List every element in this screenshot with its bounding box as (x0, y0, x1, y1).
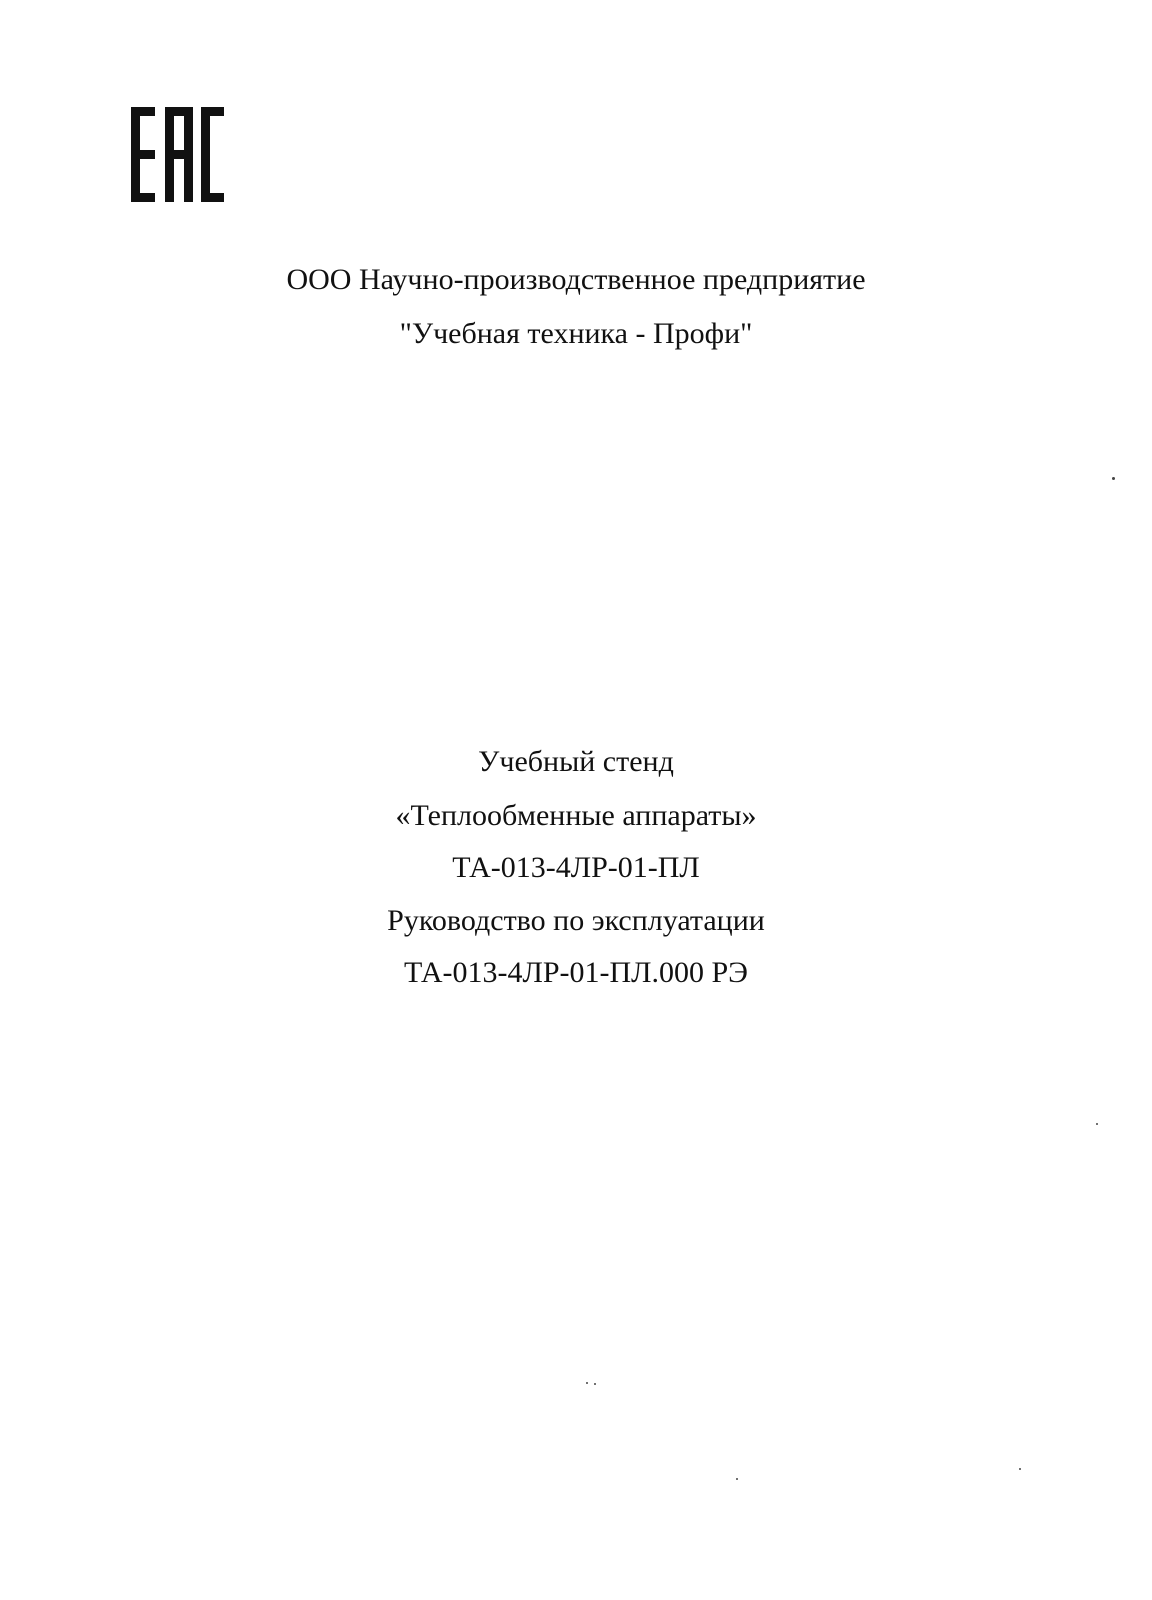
scan-speck (1096, 1123, 1098, 1125)
scan-speck (586, 1382, 588, 1384)
scan-speck (594, 1383, 596, 1385)
document-model: ТА-013-4ЛР-01-ПЛ (452, 851, 700, 884)
document-title: Руководство по эксплуатации (387, 904, 765, 937)
document-type: Учебный стенд (478, 745, 674, 778)
organization-name: ООО Научно-производственное предприятие (286, 263, 866, 296)
scan-speck (1112, 477, 1115, 480)
scan-speck (736, 1478, 738, 1480)
organization-brand: "Учебная техника - Профи" (399, 317, 753, 350)
scan-speck (1019, 1468, 1021, 1470)
eac-logo (131, 107, 224, 202)
document-code: ТА-013-4ЛР-01-ПЛ.000 РЭ (404, 956, 748, 989)
document-name: «Теплообменные аппараты» (395, 799, 757, 832)
